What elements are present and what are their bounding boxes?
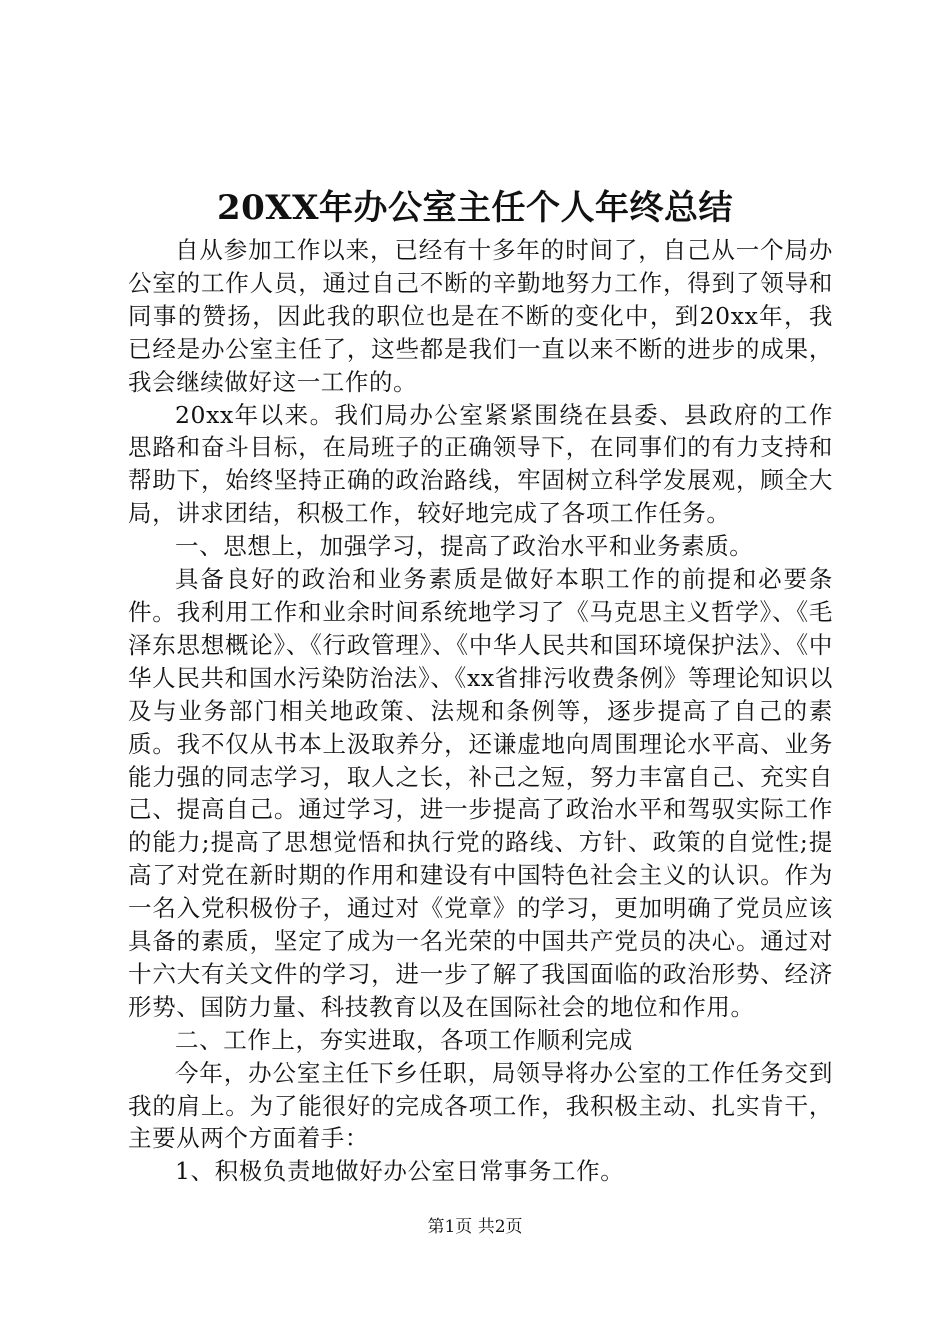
paragraph-overview: 20xx年以来。我们局办公室紧紧围绕在县委、县政府的工作思路和奋斗目标，在局班子的正确领导下，在同事们的有力支持和帮助下，始终坚持正确的政治路线，牢固树立科学发展观，顾全大局，讲求团结，积极工作，较好地完成了各项工作任务。 xyxy=(128,400,833,528)
document-body xyxy=(128,234,833,1188)
section-heading-2: 二、工作上，夯实进取，各项工作顺利完成 xyxy=(175,1025,633,1054)
paragraph-work: 今年，办公室主任下乡任职，局领导将办公室的工作任务交到我的肩上。为了能很好的完成各项工作，我积极主动、扎实肯干，主要从两个方面着手： xyxy=(128,1058,833,1153)
page-number-footer: 第1页 共2页 xyxy=(427,1217,523,1237)
document-title: 20XX年办公室主任个人年终总结 xyxy=(216,188,734,228)
list-item-1: 1、积极负责地做好办公室日常事务工作。 xyxy=(175,1157,625,1186)
paragraph-intro: 自从参加工作以来，已经有十多年的时间了，自己从一个局办公室的工作人员，通过自己不断的辛勤地努力工作，得到了领导和同事的赞扬，因此我的职位也是在不断的变化中，到20xx年，我已经是办公室主任了，这些都是我们一直以来不断的进步的成果，我会继续做好这一工作的。 xyxy=(128,236,833,396)
section-heading-1: 一、思想上，加强学习，提高了政治水平和业务素质。 xyxy=(175,532,754,561)
paragraph-study: 具备良好的政治和业务素质是做好本职工作的前提和必要条件。我利用工作和业余时间系统地学习了《马克思主义哲学》、《毛泽东思想概论》、《行政管理》、《中华人民共和国环境保护法》、《中华人民共和国水污染防治法》、《xx省排污收费条例》等理论知识以及与业务部门相关地政策、法规和条例等，逐步提高了自己的素质。我不仅从书本上汲取养分，还谦虚地向周围理论水平高、业务能力强的同志学习，取人之长，补己之短，努力丰富自己、充实自己、提高自己。通过学习，进一步提高了政治水平和驾驭实际工作的能力;提高了思想觉悟和执行党的路线、方针、政策的自觉性;提高了对党在新时期的作用和建设有中国特色社会主义的认识。作为一名入党积极份子，通过对《党章》的学习，更加明确了党员应该具备的素质，坚定了成为一名光荣的中国共产党员的决心。通过对十六大有关文件的学习，进一步了解了我国面临的政治形势、经济形势、国防力量、科技教育以及在国际社会的地位和作用。 xyxy=(128,565,833,1021)
